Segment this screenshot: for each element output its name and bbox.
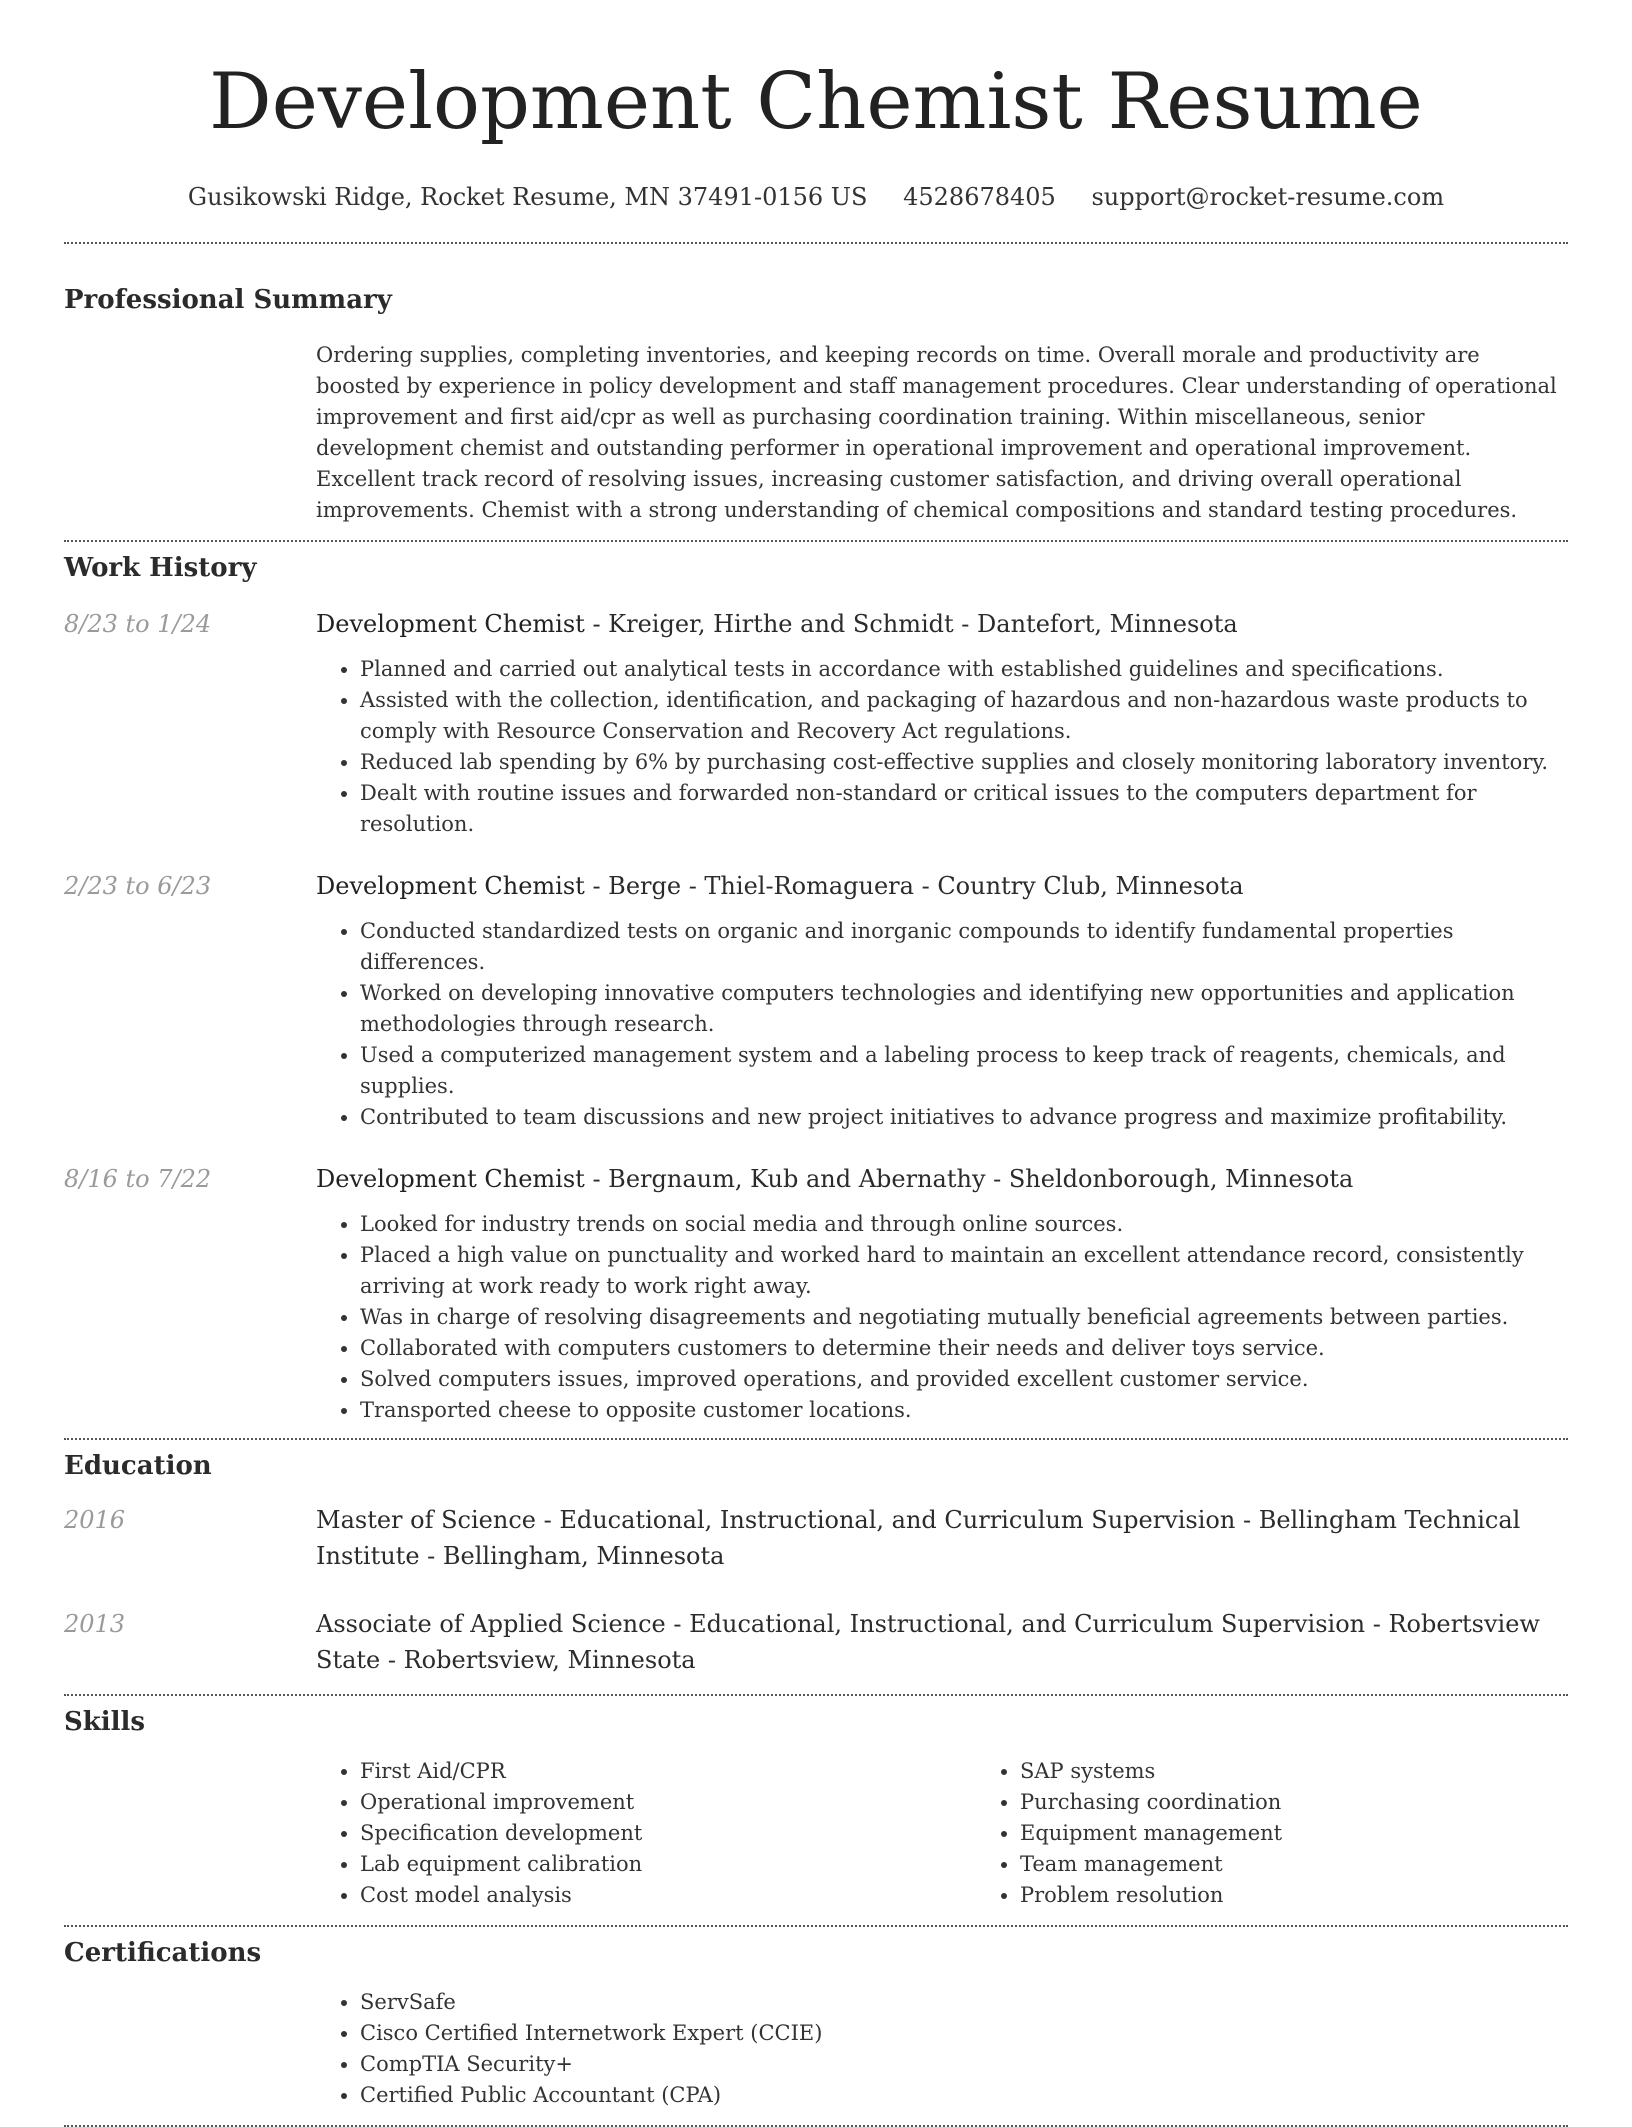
skill-item: • Purchasing coordination: [1020, 1787, 1632, 1818]
certifications-list: [316, 1987, 1568, 2111]
contact-address: Gusikowski Ridge, Rocket Resume, MN 37491-0156 US: [187, 183, 868, 211]
job-bullet: • Contributed to team discussions and new project initiatives to advance progress and maximize profitability.: [360, 1102, 1568, 1133]
skill-item: • SAP systems: [1020, 1756, 1632, 1787]
job-employer: - Bergnaum, Kub and Abernathy - Sheldonborough, Minnesota: [584, 1165, 1354, 1193]
education-year: 2016: [64, 1506, 126, 1534]
resume-title: Development Chemist Resume: [209, 57, 1423, 147]
job-bullet: • Placed a high value on punctuality and worked hard to maintain an excellent attendance record, consistently arriving at work ready to work right away.: [360, 1240, 1568, 1302]
skills-grid: [316, 1756, 1568, 1911]
job-entry: [64, 868, 1568, 1133]
certifications-section: [64, 1927, 1568, 2111]
job-dates: 8/16 to 7/22: [64, 1165, 212, 1193]
job-bullet: • Conducted standardized tests on organic and inorganic compounds to identify fundamental properties differences.: [360, 916, 1568, 978]
work-history-section: [64, 542, 1568, 1426]
education-entry: [64, 1606, 1568, 1678]
job-bullets: [316, 1209, 1568, 1426]
job-bullet: • Collaborated with computers customers to determine their needs and deliver toys service.: [360, 1333, 1568, 1364]
summary-text: Ordering supplies, completing inventories, and keeping records on time. Overall morale and productivity are boosted by experience in policy development and staff management procedures. Clear understanding of operational improvement and first aid/cpr as well as purchasing coordination training. Within miscellaneous, senior development chemist and outstanding performer in operational improvement and operational improvement. Excellent track record of resolving issues, increasing customer satisfaction, and driving overall operational improvements. Chemist with a strong understanding of chemical compositions and standard testing procedures.: [316, 343, 1557, 522]
education-institution: - Robertsview State - Robertsview, Minnesota: [316, 1610, 1540, 1674]
job-bullet: • Planned and carried out analytical tests in accordance with established guidelines and specifications.: [360, 654, 1568, 685]
skill-item: • Problem resolution: [1020, 1880, 1632, 1911]
education-institution: - Bellingham Technical Institute - Bellingham, Minnesota: [316, 1506, 1521, 1570]
education-list: [64, 1502, 1568, 1678]
job-bullet: • Was in charge of resolving disagreements and negotiating mutually beneficial agreements between parties.: [360, 1302, 1568, 1333]
job-body: [316, 868, 1568, 1133]
summary-spacer: [64, 340, 316, 526]
skills-list-left: [316, 1756, 976, 1911]
job-bullet: • Used a computerized management system and a labeling process to keep track of reagents, chemicals, and supplies.: [360, 1040, 1568, 1102]
certification-item: • CompTIA Security+: [360, 2049, 1568, 2080]
job-dates: 8/23 to 1/24: [64, 610, 212, 638]
job-entry: [64, 1161, 1568, 1426]
contact-phone: 4528678405: [903, 183, 1056, 211]
skill-item: • Team management: [1020, 1849, 1632, 1880]
education-heading: Education: [64, 1451, 212, 1481]
education-degree: Master of Science - Educational, Instructional, and Curriculum Supervision: [316, 1506, 1236, 1534]
work-history-heading: Work History: [64, 553, 257, 583]
job-bullet: • Dealt with routine issues and forwarded non-standard or critical issues to the computers department for resolution.: [360, 778, 1568, 840]
contact-line: [64, 182, 1568, 212]
job-role: Development Chemist: [316, 872, 585, 900]
certification-item: • ServSafe: [360, 1987, 1568, 2018]
skill-item: • Cost model analysis: [360, 1880, 976, 1911]
job-bullet: • Looked for industry trends on social media and through online sources.: [360, 1209, 1568, 1240]
education-entry: [64, 1502, 1568, 1574]
contact-email: support@rocket-resume.com: [1091, 183, 1445, 211]
job-dates: 2/23 to 6/23: [64, 872, 212, 900]
job-employer: - Berge - Thiel-Romaguera - Country Club, Minnesota: [584, 872, 1244, 900]
job-title: [316, 1161, 1568, 1197]
job-bullets: [316, 916, 1568, 1133]
certifications-spacer: [64, 1987, 316, 2111]
skills-list-right: [976, 1756, 1632, 1911]
job-title: [316, 868, 1568, 904]
skills-heading: Skills: [64, 1707, 146, 1737]
job-body: [316, 1161, 1568, 1426]
skills-section: [64, 1696, 1568, 1911]
job-title: [316, 606, 1568, 642]
education-year: 2013: [64, 1610, 126, 1638]
certification-item: • Certified Public Accountant (CPA): [360, 2080, 1568, 2111]
skill-item: • Operational improvement: [360, 1787, 976, 1818]
job-role: Development Chemist: [316, 610, 585, 638]
job-role: Development Chemist: [316, 1165, 585, 1193]
job-bullet: • Reduced lab spending by 6% by purchasing cost-effective supplies and closely monitoring laboratory inventory.: [360, 747, 1568, 778]
job-bullet: • Assisted with the collection, identification, and packaging of hazardous and non-hazardous waste products to comply with Resource Conservation and Recovery Act regulations.: [360, 685, 1568, 747]
education-section: [64, 1440, 1568, 1678]
job-bullet: • Transported cheese to opposite customer locations.: [360, 1395, 1568, 1426]
education-body: [316, 1606, 1568, 1678]
job-body: [316, 606, 1568, 840]
job-employer: - Kreiger, Hirthe and Schmidt - Dantefort, Minnesota: [584, 610, 1238, 638]
summary-heading: Professional Summary: [64, 285, 392, 315]
job-bullet: • Solved computers issues, improved operations, and provided excellent customer service.: [360, 1364, 1568, 1395]
education-degree: Associate of Applied Science - Educational, Instructional, and Curriculum Supervision: [316, 1610, 1366, 1638]
job-bullet: • Worked on developing innovative computers technologies and identifying new opportunities and application methodologies through research.: [360, 978, 1568, 1040]
job-bullets: [316, 654, 1568, 840]
certification-item: • Cisco Certified Internetwork Expert (CCIE): [360, 2018, 1568, 2049]
education-body: [316, 1502, 1568, 1574]
skill-item: • Equipment management: [1020, 1818, 1632, 1849]
education-title: [316, 1606, 1568, 1678]
skills-spacer: [64, 1756, 316, 1911]
summary-section: [64, 244, 1568, 526]
job-list: [64, 606, 1568, 1426]
education-title: [316, 1502, 1568, 1574]
job-entry: [64, 606, 1568, 840]
skill-item: • First Aid/CPR: [360, 1756, 976, 1787]
certifications-heading: Certifications: [64, 1938, 262, 1968]
skill-item: • Lab equipment calibration: [360, 1849, 976, 1880]
resume-header: [64, 0, 1568, 212]
skill-item: • Specification development: [360, 1818, 976, 1849]
